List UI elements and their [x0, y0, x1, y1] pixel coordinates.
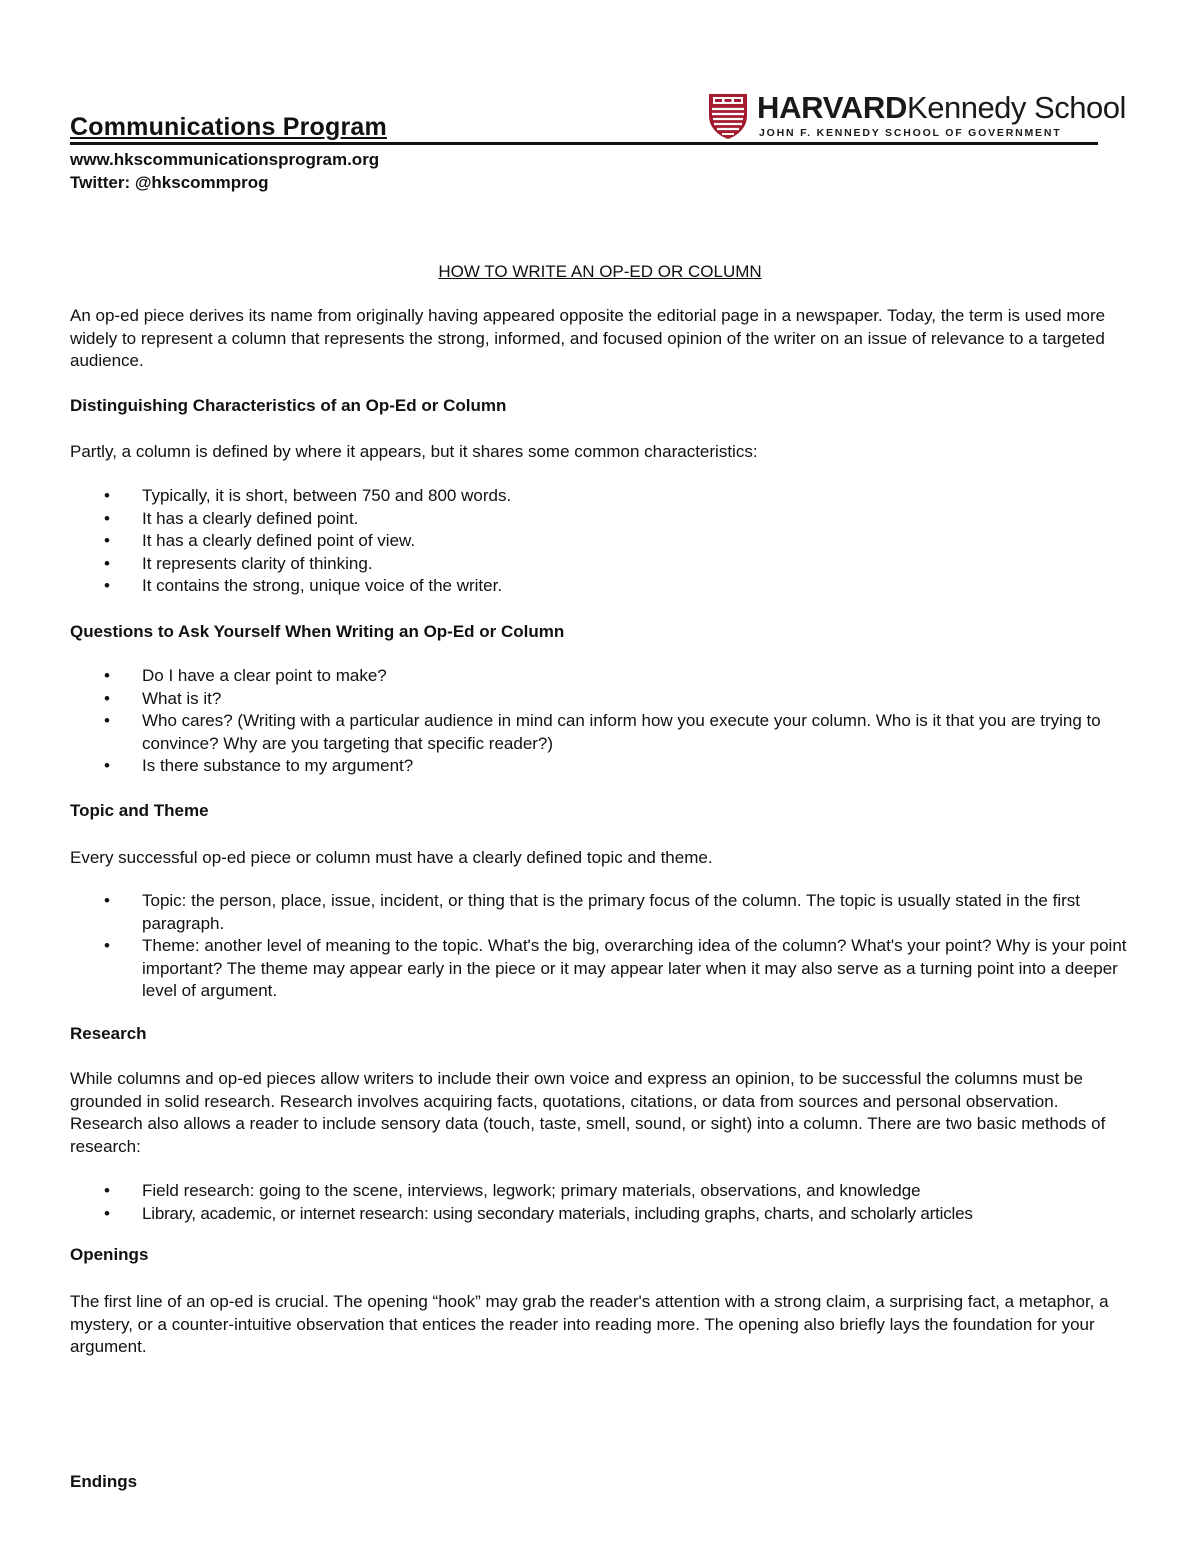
bullet-icon: •: [104, 688, 110, 708]
bullet-icon: •: [104, 553, 110, 573]
topic-theme-paragraph: Every successful op-ed piece or column must have a clearly defined topic and theme.: [70, 848, 713, 867]
logo-wordmark: [757, 92, 1126, 124]
logo-harvard: HARVARD: [757, 90, 908, 125]
list-item-text: Theme: another level of meaning to the topic. What's the big, overarching idea of the column? What's your point? Why is your point important? The theme may appear early in the piece or it may appear later when it may also serve as a turning point into a deeper level of argument.: [142, 936, 1127, 1000]
list-item: [70, 485, 1130, 508]
questions-list: [70, 665, 1130, 778]
openings-paragraph: The first line of an op-ed is crucial. The opening “hook” may grab the reader's attention with a strong claim, a surprising fact, a metaphor, a mystery, or a counter-intuitive observation that entices the reader into reading more. The opening also briefly lays the foundation for your argument.: [70, 1292, 1109, 1356]
list-item-text: It represents clarity of thinking.: [142, 553, 373, 573]
bullet-icon: •: [104, 486, 110, 505]
characteristics-list: [70, 485, 1130, 598]
section-heading-endings: Endings: [70, 1472, 138, 1491]
list-item: [70, 755, 1130, 778]
list-item-text: It has a clearly defined point of view.: [142, 531, 416, 550]
list-item-text: Library, academic, or internet research: using secondary materials, including graphs, charts, and scholarly articles: [142, 1203, 973, 1223]
bullet-icon: •: [104, 711, 110, 730]
harvard-kennedy-school-logo: [707, 90, 1126, 142]
list-item: [70, 710, 1130, 755]
bullet-icon: •: [104, 531, 110, 550]
list-item: [70, 935, 1130, 1003]
section-heading-openings: Openings: [70, 1245, 149, 1264]
program-title: Communications Program: [70, 113, 387, 141]
section-heading-questions: Questions to Ask Yourself When Writing an Op-Ed or Column: [70, 622, 565, 641]
twitter-handle: Twitter: @hkscommprog: [70, 173, 269, 192]
bullet-icon: •: [104, 666, 110, 685]
list-item: [70, 508, 1130, 531]
list-item: [70, 890, 1130, 935]
section-heading-topic-theme: Topic and Theme: [70, 801, 209, 820]
list-item: [70, 530, 1130, 553]
list-item-text: It has a clearly defined point.: [142, 508, 359, 528]
list-item: [70, 688, 1130, 711]
bullet-icon: •: [104, 756, 110, 775]
research-paragraph: While columns and op-ed pieces allow writers to include their own voice and express an opinion, to be successful the columns must be grounded in solid research. Research involves acquiring facts, quotations, citations, or data from sources and personal observation. Research also allows a reader to include sensory data (touch, taste, smell, sound, or sight) into a column. There are two basic methods of research:: [70, 1069, 1106, 1156]
list-item-text: Field research: going to the scene, interviews, legwork; primary materials, observations, and knowledge: [142, 1181, 921, 1200]
header-divider: [70, 142, 1098, 145]
list-item-text: What is it?: [142, 688, 222, 708]
section-heading-characteristics: Distinguishing Characteristics of an Op-Ed or Column: [70, 396, 507, 415]
logo-kennedy-school: Kennedy School: [907, 90, 1126, 125]
document-title: HOW TO WRITE AN OP-ED OR COLUMN: [438, 262, 762, 281]
list-item-text: Topic: the person, place, issue, incident, or thing that is the primary focus of the column. The topic is usually stated in the first paragraph.: [142, 891, 1080, 933]
list-item: [70, 1203, 1130, 1226]
research-list: [70, 1180, 1130, 1225]
bullet-icon: •: [104, 1181, 110, 1200]
list-item: [70, 575, 1130, 598]
topic-theme-list: [70, 890, 1130, 1003]
bullet-icon: •: [104, 508, 110, 528]
list-item: [70, 665, 1130, 688]
intro-paragraph: An op-ed piece derives its name from originally having appeared opposite the editorial page in a newspaper. Today, the term is used more widely to represent a column that represents the strong, informed, and focused opinion of the writer on an issue of relevance to a targeted audience.: [70, 306, 1106, 370]
characteristics-paragraph: Partly, a column is defined by where it appears, but it shares some common characteristics:: [70, 442, 758, 461]
list-item: [70, 553, 1130, 576]
list-item-text: Who cares? (Writing with a particular audience in mind can inform how you execute your column. Who is it that you are trying to convince? Why are you targeting that specific reader?): [142, 711, 1101, 753]
logo-subline: JOHN F. KENNEDY SCHOOL OF GOVERNMENT: [759, 127, 1062, 139]
list-item-text: Typically, it is short, between 750 and 800 words.: [142, 486, 512, 505]
bullet-icon: •: [104, 891, 110, 910]
bullet-icon: •: [104, 1203, 110, 1223]
list-item-text: It contains the strong, unique voice of the writer.: [142, 576, 503, 595]
veritas-shield-icon: [707, 92, 749, 140]
list-item-text: Is there substance to my argument?: [142, 756, 414, 775]
bullet-icon: •: [104, 576, 110, 595]
list-item: [70, 1180, 1130, 1203]
section-heading-research: Research: [70, 1024, 147, 1043]
website-link[interactable]: www.hkscommunicationsprogram.org: [70, 150, 380, 169]
bullet-icon: •: [104, 936, 110, 955]
list-item-text: Do I have a clear point to make?: [142, 666, 387, 685]
